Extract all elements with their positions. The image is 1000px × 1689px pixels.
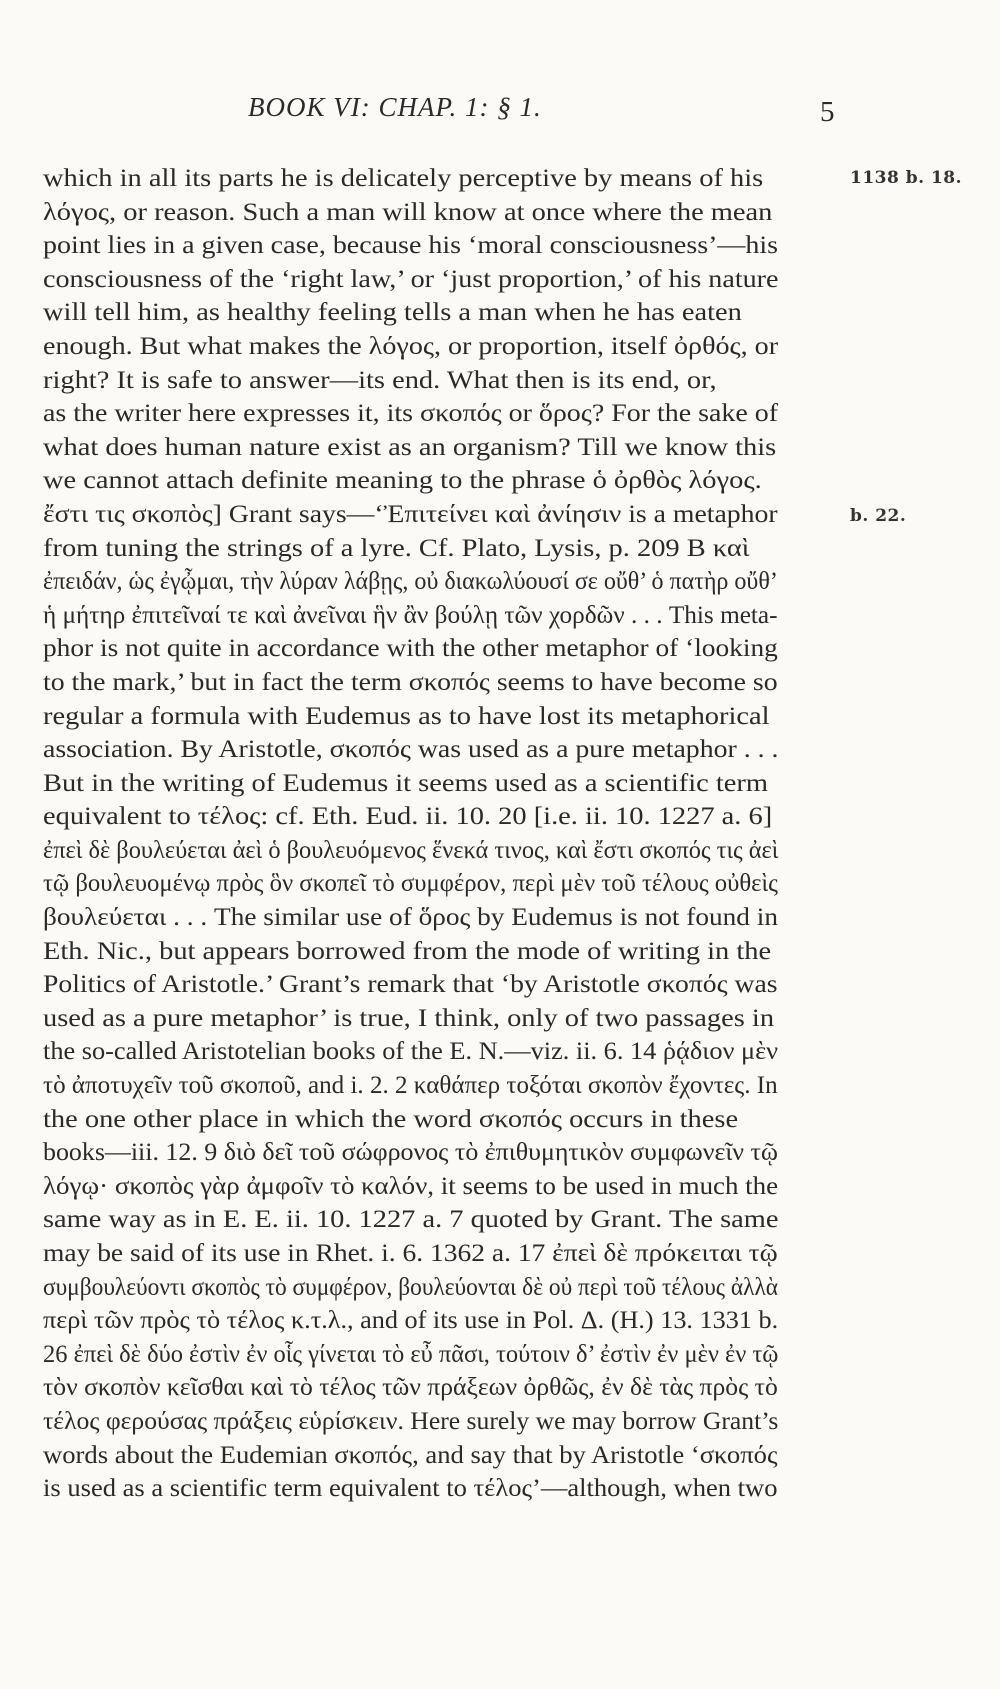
page-header: [248, 92, 838, 132]
text-line: But in the writing of Eudemus it seems used as a scientific term: [43, 768, 769, 797]
text-line: from tuning the strings of a lyre. Cf. Plato, Lysis, p. 209 B καὶ: [43, 533, 750, 562]
text-line: is used as a scientific term equivalent to τέλος’—although, when two: [43, 1474, 778, 1503]
text-line: words about the Eudemian σκοπός, and say that by Aristotle ‘σκοπός: [43, 1440, 778, 1469]
text-line: Politics of Aristotle.’ Grant’s remark that ‘by Aristotle σκοπός was: [43, 970, 778, 999]
body-text: [43, 162, 843, 1506]
text-line: which in all its parts he is delicately perceptive by means of his: [43, 164, 764, 192]
text-line: phor is not quite in accordance with the other metaphor of ‘looking: [43, 634, 778, 663]
text-line: association. By Aristotle, σκοπός was used as a pure metaphor . . .: [43, 735, 779, 764]
text-line: same way as in E. E. ii. 10. 1227 a. 7 quoted by Grant. The same: [43, 1205, 779, 1234]
text-line: τῷ βουλευομένῳ πρὸς ὃν σκοπεῖ τὸ συμφέρον, περὶ μὲν τοῦ τέλους οὐθεὶς: [43, 869, 778, 898]
text-line: βουλεύεται . . . The similar use of ὅρος by Eudemus is not found in: [43, 903, 778, 932]
text-line: ἐπεὶ δὲ βουλεύεται ἀεὶ ὁ βουλευόμενος ἕνεκά τινος, καὶ ἔστι σκοπός τις ἀεὶ: [43, 835, 779, 864]
text-line: enough. But what makes the λόγος, or proportion, itself ὀρθός, or: [43, 331, 779, 360]
text-line: τέλος φερούσας πράξεις εὑρίσκειν. Here surely we may borrow Grant’s: [43, 1406, 779, 1435]
text-line: ἡ μήτηρ ἐπιτεῖναί τε καὶ ἀνεῖναι ἣν ἂν βούλῃ τῶν χορδῶν . . . This meta-: [43, 600, 778, 629]
running-title: BOOK VI: CHAP. 1: § 1.: [248, 92, 542, 122]
text-line: περὶ τῶν πρὸς τὸ τέλος κ.τ.λ., and of its use in Pol. Δ. (H.) 13. 1331 b.: [43, 1306, 779, 1335]
text-line: τὸ ἀποτυχεῖν τοῦ σκοποῦ, and i. 2. 2 καθάπερ τοξόται σκοπὸν ἔχοντες. In: [43, 1071, 778, 1100]
text-line: may be said of its use in Rhet. i. 6. 1362 a. 17 ἐπεὶ δὲ πρόκειται τῷ: [43, 1239, 778, 1267]
text-line: regular a formula with Eudemus as to have lost its metaphorical: [43, 701, 770, 730]
text-line: Eth. Nic., but appears borrowed from the mode of writing in the: [43, 936, 772, 965]
text-line: ἔστι τις σκοπὸς] Grant says—‘Ἐπιτείνει καὶ ἀνίησιν is a metaphor: [43, 499, 778, 528]
text-line: ἐπειδάν, ὡς ἐγᾦμαι, τὴν λύραν λάβῃς, οὐ διακωλύουσί σε οὔθ’ ὁ πατὴρ οὔθ’: [43, 567, 778, 596]
page-number: 5: [820, 96, 836, 128]
text-line: equivalent to τέλος: cf. Eth. Eud. ii. 10. 20 [i.e. ii. 10. 1227 a. 6]: [43, 802, 773, 831]
margin-note-b22: b. 22.: [850, 506, 907, 526]
text-line: right? It is safe to answer—its end. What then is its end, or,: [43, 365, 717, 394]
text-line: λόγῳ· σκοπὸς γὰρ ἀμφοῖν τὸ καλόν, it seems to be used in much the: [43, 1171, 779, 1200]
text-line: λόγος, or reason. Such a man will know at once where the mean: [43, 197, 773, 226]
text-line: point lies in a given case, because his ‘moral consciousness’—his: [43, 231, 779, 260]
margin-note-1138b18: 1138 b. 18.: [850, 168, 963, 188]
text-line: the so-called Aristotelian books of the E. N.—viz. ii. 6. 14 ῥᾴδιον μὲν: [43, 1037, 779, 1066]
text-line: we cannot attach definite meaning to the phrase ὁ ὀρθὸς λόγος.: [43, 466, 762, 495]
text-line: consciousness of the ‘right law,’ or ‘just proportion,’ of his nature: [43, 264, 779, 293]
text-line: books—iii. 12. 9 διὸ δεῖ τοῦ σώφρονος τὸ ἐπιθυμητικὸν συμφωνεῖν τῷ: [43, 1138, 778, 1167]
text-line: συμβουλεύοντι σκοπὸς τὸ συμφέρον, βουλεύονται δὲ οὐ περὶ τοῦ τέλους ἀλλὰ: [43, 1272, 779, 1301]
text-line: 26 ἐπεὶ δὲ δύο ἐστὶν ἐν οἷς γίνεται τὸ εὖ πᾶσι, τούτοιν δ’ ἐστὶν ἐν μὲν ἐν τῷ: [43, 1339, 779, 1368]
text-line: used as a pure metaphor’ is true, I think, only of two passages in: [43, 1003, 775, 1032]
text-line: the one other place in which the word σκοπός occurs in these: [43, 1104, 739, 1133]
text-line: to the mark,’ but in fact the term σκοπός seems to have become so: [43, 667, 778, 696]
text-line: as the writer here expresses it, its σκοπός or ὅρος? For the sake of: [43, 399, 779, 428]
text-line: will tell him, as healthy feeling tells a man when he has eaten: [43, 298, 742, 327]
text-line: τὸν σκοπὸν κεῖσθαι καὶ τὸ τέλος τῶν πράξεων ὀρθῶς, ἐν δὲ τὰς πρὸς τὸ: [43, 1373, 778, 1402]
text-line: what does human nature exist as an organism? Till we know this: [43, 432, 777, 461]
